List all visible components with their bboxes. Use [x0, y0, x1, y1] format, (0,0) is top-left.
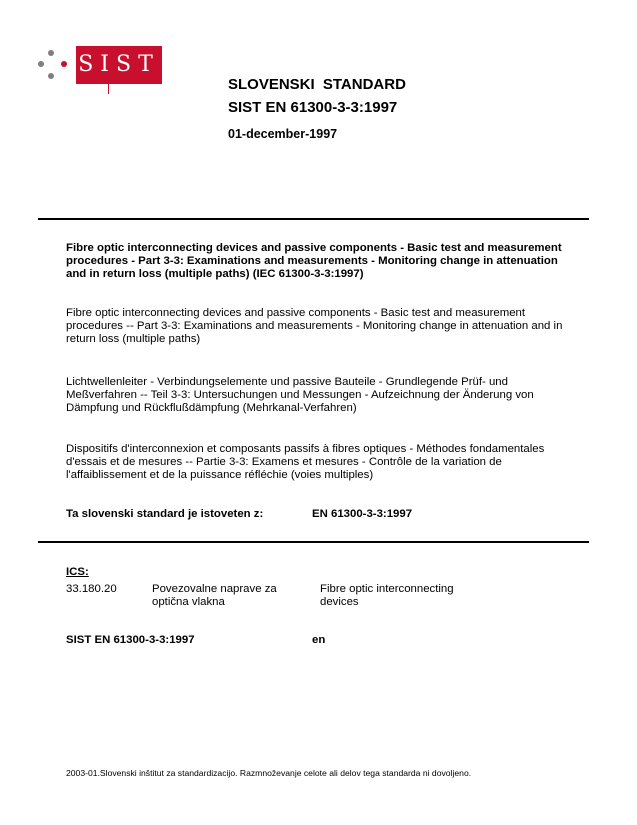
standard-date: 01-december-1997 [228, 127, 338, 141]
middle-rule [38, 541, 589, 543]
bottom-standard-code: SIST EN 61300-3-3:1997 [66, 634, 195, 646]
sist-logo: SIST [76, 46, 162, 84]
standard-code: SIST EN 61300-3-3:1997 [228, 99, 398, 116]
ics-description-en: Fibre optic interconnecting devices [320, 583, 454, 608]
title-english: Fibre optic interconnecting devices and passive components - Basic test and measurement procedures -- Part 3-3: Examinations and measurements - Monitoring change in attenuation and in return loss (multiple paths) [66, 307, 563, 345]
footer-notice: 2003-01.Slovenski inštitut za standardizacijo. Razmnoževanje celote ali delov tega standarda ni dovoljeno. [66, 768, 472, 778]
title-german: Lichtwellenleiter - Verbindungselemente und passive Bauteile - Grundlegende Prüf- und Meßverfahren -- Teil 3-3: Untersuchungen und Messungen - Aufzeichnung der Änderung von Dämpfung und Rückflußdämpfung (Mehrkanal-Verfahren) [66, 376, 534, 414]
language-code: en [312, 634, 326, 646]
logo-dots-icon [36, 47, 72, 83]
top-rule [38, 218, 589, 220]
title-french: Dispositifs d'interconnexion et composants passifs à fibres optiques - Méthodes fondamentales d'essais et de mesures -- Partie 3-3: Examens et mesures - Contrôle de la variation de l'affaiblissement et de la puissance réfléchie (voies multiples) [66, 443, 545, 481]
identical-value: EN 61300-3-3:1997 [312, 508, 413, 520]
identical-label: Ta slovenski standard je istoveten z: [66, 508, 264, 520]
title-bold: Fibre optic interconnecting devices and passive components - Basic test and measurement procedures - Part 3-3: Examinations and measurements - Monitoring change in attenuation and in return loss (multiple paths) (IEC 61300-3-3:1997) [66, 242, 562, 280]
standard-label: SLOVENSKI STANDARD [228, 76, 406, 93]
ics-code: 33.180.20 [66, 583, 117, 595]
logo-divider [108, 84, 109, 94]
ics-description-sl: Povezovalne naprave za optična vlakna [152, 583, 277, 608]
ics-heading: ICS: [66, 566, 89, 578]
